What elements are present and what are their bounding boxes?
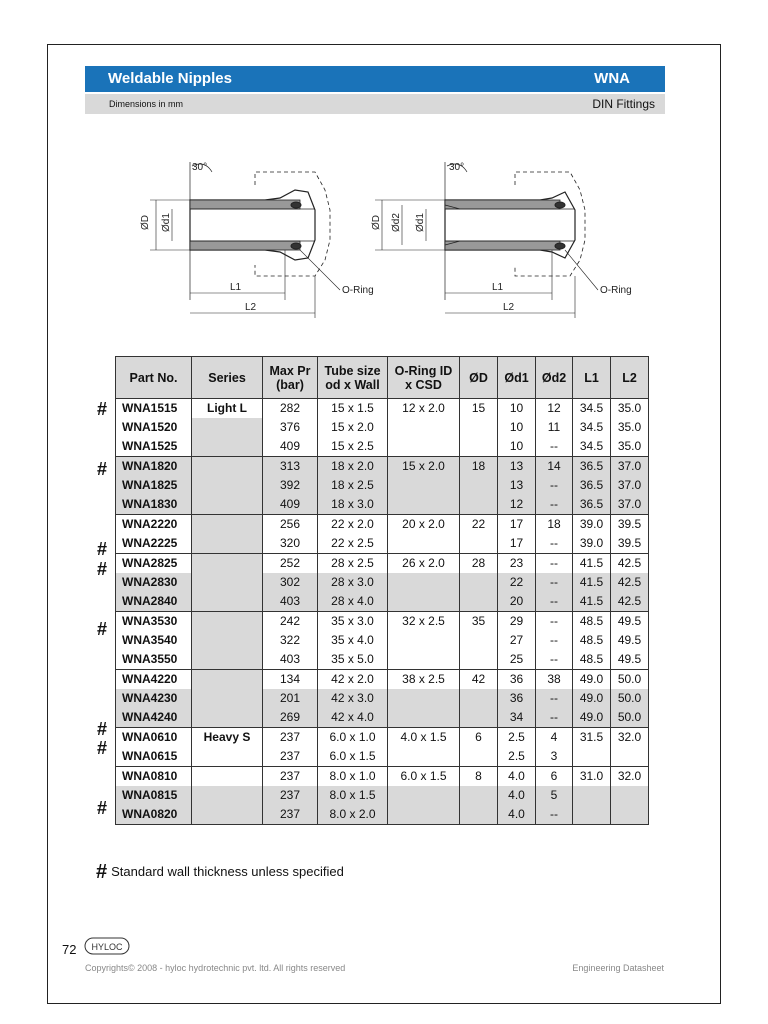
right-fitting-drawing [371,162,632,318]
series-cell [192,592,263,612]
table-cell: 4 [536,728,573,748]
table-cell: 38 x 2.5 [388,670,460,690]
left-l1-label: L1 [230,282,242,293]
table-cell: 252 [263,554,318,574]
table-cell: 6 [536,767,573,787]
table-cell: 320 [263,534,318,554]
hash-marker: # [97,459,108,479]
table-cell: 42.5 [611,592,649,612]
table-cell: 403 [263,650,318,670]
part-number-cell: WNA0615 [116,747,192,767]
part-number-cell: WNA2825 [116,554,192,574]
table-cell: -- [536,631,573,650]
table-cell [388,437,460,457]
table-cell: 302 [263,573,318,592]
col-header: Series [192,357,263,399]
table-cell: 34.5 [573,399,611,419]
table-row [116,457,649,477]
part-number-cell: WNA4220 [116,670,192,690]
table-cell: 15 x 2.5 [318,437,388,457]
table-cell: 15 x 2.0 [388,457,460,477]
table-cell: 41.5 [573,592,611,612]
series-cell [192,747,263,767]
table-cell: 2.5 [498,728,536,748]
table-cell: 403 [263,592,318,612]
table-cell: -- [536,689,573,708]
table-cell: 5 [536,786,573,805]
technical-drawing [120,150,640,325]
dimensions-table-container [115,356,649,825]
table-cell: 4.0 [498,786,536,805]
table-cell: 8.0 x 1.0 [318,767,388,787]
part-number-cell: WNA4240 [116,708,192,728]
right-oring-label: O-Ring [600,285,632,296]
table-cell: 237 [263,767,318,787]
table-row [116,476,649,495]
table-cell: 35 x 4.0 [318,631,388,650]
product-code: WNA [594,70,630,87]
table-cell: 20 [498,592,536,612]
datasheet-label: Engineering Datasheet [572,963,664,973]
part-number-cell: WNA3550 [116,650,192,670]
dimensions-note: Dimensions in mm [109,99,184,109]
part-number-cell: WNA3530 [116,612,192,632]
table-row [116,534,649,554]
table-cell: 15 x 2.0 [318,418,388,437]
table-cell: 6 [460,728,498,748]
hash-marker: # [97,539,108,559]
table-cell: 25 [498,650,536,670]
table-cell [460,805,498,825]
table-cell [611,747,649,767]
hyloc-logo [84,936,130,958]
table-row [116,418,649,437]
table-cell: 18 x 2.0 [318,457,388,477]
table-cell: 32.0 [611,728,649,748]
table-cell: 6.0 x 1.5 [388,767,460,787]
table-row [116,573,649,592]
table-cell: 41.5 [573,554,611,574]
table-cell: 282 [263,399,318,419]
table-cell [573,805,611,825]
table-cell: 4.0 [498,767,536,787]
table-cell: 31.0 [573,767,611,787]
table-cell: 32 x 2.5 [388,612,460,632]
table-cell: 15 [460,399,498,419]
table-row [116,631,649,650]
left-od-label: ØD [140,215,151,230]
table-cell: 42 [460,670,498,690]
table-cell: 392 [263,476,318,495]
right-l1-label: L1 [492,282,504,293]
table-cell [388,592,460,612]
part-number-cell: WNA0815 [116,786,192,805]
table-cell [460,650,498,670]
table-cell: 29 [498,612,536,632]
table-cell: 39.0 [573,515,611,535]
table-cell: 42 x 3.0 [318,689,388,708]
table-cell: 10 [498,437,536,457]
col-header: Max Pr (bar) [263,357,318,399]
table-cell [388,805,460,825]
table-cell: 37.0 [611,476,649,495]
table-cell: 35.0 [611,418,649,437]
table-row [116,437,649,457]
table-cell: -- [536,534,573,554]
col-header: L1 [573,357,611,399]
table-cell: 237 [263,786,318,805]
series-cell [192,786,263,805]
col-header: Part No. [116,357,192,399]
left-d1-label: Ød1 [161,213,172,232]
table-cell: 27 [498,631,536,650]
title-bar [85,66,665,92]
table-cell [611,786,649,805]
table-cell: 6.0 x 1.0 [318,728,388,748]
table-cell: 28 x 3.0 [318,573,388,592]
left-oring-label: O-Ring [342,285,374,296]
logo-text: HYLOC [91,942,123,952]
table-cell [388,534,460,554]
table-cell [460,495,498,515]
table-cell: 3 [536,747,573,767]
table-cell: 4.0 [498,805,536,825]
table-cell: 49.5 [611,631,649,650]
table-cell [460,747,498,767]
table-cell [388,495,460,515]
table-cell: -- [536,495,573,515]
table-cell: 17 [498,515,536,535]
table-cell: 42.5 [611,554,649,574]
table-cell: 28 x 2.5 [318,554,388,574]
table-cell: 23 [498,554,536,574]
table-cell: 34.5 [573,437,611,457]
series-cell [192,631,263,650]
table-cell: 13 [498,476,536,495]
table-cell: 18 [460,457,498,477]
subtitle-bar [85,94,665,114]
col-header: Ød2 [536,357,573,399]
series-cell [192,457,263,477]
series-cell [192,418,263,437]
right-od-label: ØD [371,215,382,230]
table-cell: 313 [263,457,318,477]
table-cell: 35.0 [611,399,649,419]
table-cell: 8.0 x 1.5 [318,786,388,805]
part-number-cell: WNA2840 [116,592,192,612]
table-cell [388,747,460,767]
table-cell: 201 [263,689,318,708]
table-cell [611,805,649,825]
table-cell: -- [536,437,573,457]
table-cell [460,573,498,592]
table-cell: 376 [263,418,318,437]
table-row [116,689,649,708]
part-number-cell: WNA0610 [116,728,192,748]
table-cell: -- [536,554,573,574]
footnote [96,861,344,884]
table-cell: 42 x 4.0 [318,708,388,728]
table-row [116,612,649,632]
table-cell: 237 [263,728,318,748]
table-cell: 48.5 [573,631,611,650]
table-cell: 42.5 [611,573,649,592]
copyright-text: Copyrights© 2008 - hyloc hydrotechnic pvt. ltd. All rights reserved [85,963,346,973]
table-row [116,805,649,825]
table-cell: 35.0 [611,437,649,457]
series-cell [192,534,263,554]
series-cell [192,805,263,825]
table-cell [388,708,460,728]
table-cell: 18 x 3.0 [318,495,388,515]
table-cell: 4.0 x 1.5 [388,728,460,748]
table-cell: 322 [263,631,318,650]
table-cell [460,689,498,708]
table-cell [460,418,498,437]
hash-marker: # [97,559,108,579]
table-cell [388,786,460,805]
table-cell: 269 [263,708,318,728]
table-cell: 242 [263,612,318,632]
hash-marker: # [97,738,108,758]
part-number-cell: WNA0810 [116,767,192,787]
right-d2-label: Ød2 [391,213,402,232]
table-cell: 13 [498,457,536,477]
table-cell: 50.0 [611,670,649,690]
table-cell: 39.5 [611,515,649,535]
table-cell: 50.0 [611,708,649,728]
table-cell: 14 [536,457,573,477]
table-cell: 8.0 x 2.0 [318,805,388,825]
table-row [116,670,649,690]
hash-marker: # [97,619,108,639]
table-cell: 12 [498,495,536,515]
col-header: L2 [611,357,649,399]
table-cell: 37.0 [611,457,649,477]
series-cell [192,573,263,592]
table-cell: 49.0 [573,708,611,728]
table-cell: 12 [536,399,573,419]
table-cell: -- [536,708,573,728]
table-cell: 28 [460,554,498,574]
table-cell [460,437,498,457]
table-row [116,786,649,805]
part-number-cell: WNA2830 [116,573,192,592]
page-number: 72 [62,942,77,957]
table-cell: -- [536,476,573,495]
right-l2-label: L2 [503,302,515,313]
table-cell: 8 [460,767,498,787]
series-cell [192,515,263,535]
table-row [116,399,649,419]
table-cell [388,631,460,650]
table-cell: 15 x 1.5 [318,399,388,419]
table-cell: 31.5 [573,728,611,748]
table-cell: 50.0 [611,689,649,708]
table-cell: 28 x 4.0 [318,592,388,612]
table-cell: 10 [498,399,536,419]
table-cell: 237 [263,805,318,825]
series-cell: Heavy S [192,728,263,748]
footnote-hash: # [96,861,108,883]
table-header-row [116,357,649,399]
table-cell: 49.0 [573,670,611,690]
part-number-cell: WNA3540 [116,631,192,650]
table-cell [460,534,498,554]
table-cell: -- [536,805,573,825]
table-cell: 22 x 2.0 [318,515,388,535]
table-cell: 20 x 2.0 [388,515,460,535]
table-cell [573,747,611,767]
series-cell [192,708,263,728]
part-number-cell: WNA1820 [116,457,192,477]
table-row [116,728,649,748]
table-cell: 32.0 [611,767,649,787]
table-cell [460,708,498,728]
table-cell: 35 [460,612,498,632]
part-number-cell: WNA1515 [116,399,192,419]
part-number-cell: WNA1830 [116,495,192,515]
table-cell: 409 [263,495,318,515]
table-cell: 22 [460,515,498,535]
table-cell: 34 [498,708,536,728]
table-row [116,554,649,574]
table-cell: 18 [536,515,573,535]
part-number-cell: WNA1520 [116,418,192,437]
table-cell [460,786,498,805]
table-cell: 36.5 [573,476,611,495]
series-cell [192,670,263,690]
table-row [116,495,649,515]
table-cell: 6.0 x 1.5 [318,747,388,767]
series-cell [192,689,263,708]
table-cell [388,573,460,592]
table-cell: 48.5 [573,650,611,670]
footnote-text: Standard wall thickness unless specified [111,864,344,879]
part-number-cell: WNA4230 [116,689,192,708]
hash-marker: # [97,719,108,739]
table-cell [460,592,498,612]
left-fitting-drawing [140,162,374,318]
left-l2-label: L2 [245,302,257,313]
table-cell: 49.5 [611,612,649,632]
table-cell: 38 [536,670,573,690]
col-header: Tube size od x Wall [318,357,388,399]
table-cell: 35 x 3.0 [318,612,388,632]
part-number-cell: WNA1525 [116,437,192,457]
table-row [116,515,649,535]
col-header: O-Ring ID x CSD [388,357,460,399]
table-cell: 22 x 2.5 [318,534,388,554]
table-cell: 48.5 [573,612,611,632]
table-cell: 39.0 [573,534,611,554]
series-cell [192,437,263,457]
table-cell: 2.5 [498,747,536,767]
table-row [116,592,649,612]
dimensions-table [115,356,649,825]
table-cell: 237 [263,747,318,767]
table-cell: 22 [498,573,536,592]
series-cell [192,650,263,670]
table-cell: 35 x 5.0 [318,650,388,670]
series-cell [192,554,263,574]
table-cell: 409 [263,437,318,457]
series-cell [192,476,263,495]
category-label: DIN Fittings [592,97,655,111]
table-cell: 39.5 [611,534,649,554]
part-number-cell: WNA2225 [116,534,192,554]
part-number-cell: WNA0820 [116,805,192,825]
page-title: Weldable Nipples [108,70,232,87]
table-cell: -- [536,592,573,612]
table-row [116,747,649,767]
series-cell [192,612,263,632]
left-angle-label: 30° [192,162,208,173]
col-header: ØD [460,357,498,399]
series-cell [192,495,263,515]
table-cell: 26 x 2.0 [388,554,460,574]
table-cell [460,476,498,495]
table-cell: 12 x 2.0 [388,399,460,419]
hash-marker: # [97,399,108,419]
table-cell: 49.5 [611,650,649,670]
table-cell: 256 [263,515,318,535]
table-cell: -- [536,573,573,592]
table-cell: 42 x 2.0 [318,670,388,690]
table-cell [388,689,460,708]
table-row [116,650,649,670]
table-cell [388,476,460,495]
table-cell: 37.0 [611,495,649,515]
table-cell: 36 [498,689,536,708]
table-cell: 49.0 [573,689,611,708]
table-row [116,767,649,787]
part-number-cell: WNA2220 [116,515,192,535]
table-cell: -- [536,612,573,632]
table-cell [388,418,460,437]
table-row [116,708,649,728]
table-cell: 36 [498,670,536,690]
hash-marker: # [97,798,108,818]
table-cell [573,786,611,805]
table-cell: 18 x 2.5 [318,476,388,495]
table-cell: 34.5 [573,418,611,437]
table-cell: 36.5 [573,457,611,477]
series-cell [192,767,263,787]
table-cell [460,631,498,650]
right-d1-label: Ød1 [415,213,426,232]
col-header: Ød1 [498,357,536,399]
table-cell: 134 [263,670,318,690]
table-cell [388,650,460,670]
table-cell: -- [536,650,573,670]
series-cell: Light L [192,399,263,419]
table-cell: 36.5 [573,495,611,515]
table-cell: 11 [536,418,573,437]
right-angle-label: 30° [449,162,465,173]
table-cell: 17 [498,534,536,554]
table-cell: 41.5 [573,573,611,592]
table-cell: 10 [498,418,536,437]
part-number-cell: WNA1825 [116,476,192,495]
